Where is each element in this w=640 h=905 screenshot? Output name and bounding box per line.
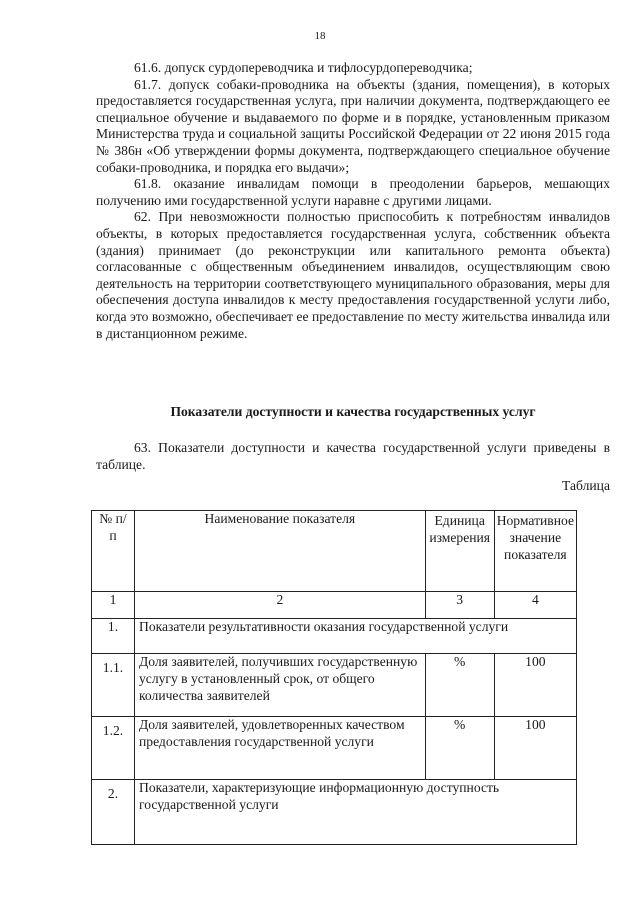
paragraph-63: 63. Показатели доступности и качества государственной услуги приведены в таблице. — [96, 440, 610, 472]
paragraph-61-8: 61.8. оказание инвалидам помощи в преодолении барьеров, мешающих получению ими государственной услуги наравне с другими лицами. — [96, 176, 610, 208]
row-num: 2. — [92, 780, 135, 845]
table-header-row — [92, 511, 577, 592]
paragraph-63-block — [96, 440, 610, 473]
row-name: Доля заявителей, удовлетворенных качеством предоставления государственной услуги — [135, 717, 426, 780]
row-name: Доля заявителей, получивших государственную услугу в установленный срок, от общего количества заявителей — [135, 654, 426, 717]
header-num: № п/п — [92, 511, 135, 592]
table-row — [92, 780, 577, 845]
table-row — [92, 717, 577, 780]
paragraph-61-6: 61.6. допуск сурдопереводчика и тифлосурдопереводчика; — [134, 60, 473, 75]
row-num: 1.1. — [92, 654, 135, 717]
row-name: Показатели результативности оказания государственной услуги — [135, 619, 577, 654]
row-num: 1. — [92, 619, 135, 654]
row-unit: % — [425, 717, 494, 780]
regulation-text — [96, 60, 610, 342]
paragraph-61-7: 61.7. допуск собаки-проводника на объекты (здания, помещения), в которых предоставляется государственная услуга, при наличии документа, подтверждающего ее специальное обучение и выдаваемого по форме и в порядке, установленным приказом Министерства труда и социальной защиты Российской Федерации от 22 июня 2015 года № 386н «Об утверждении формы документа, подтверждающего специальное обучение собаки-проводника, и порядка его выдачи»; — [96, 76, 610, 175]
row-value: 100 — [494, 717, 576, 780]
row-unit: % — [425, 654, 494, 717]
header-name: Наименование показателя — [135, 511, 426, 592]
column-number: 2 — [135, 592, 426, 619]
header-norm: Нормативное значение показателя — [494, 511, 576, 592]
header-unit: Единица измерения — [425, 511, 494, 592]
indicators-table — [91, 510, 577, 845]
table-row — [92, 619, 577, 654]
table-caption: Таблица — [562, 478, 610, 493]
column-number: 3 — [425, 592, 494, 619]
section-title: Показатели доступности и качества государственных услуг — [170, 404, 536, 419]
paragraph-62: 62. При невозможности полностью приспособить к потребностям инвалидов объекты, в которых предоставляется государственная услуга, собственник объекта (здания) принимает (до реконструкции или капитального ремонта объекта) согласованные с общественным объединением инвалидов, осуществляющим свою деятельность на территории соответствующего муниципального образования, меры для обеспечения доступа инвалидов к месту предоставления государственной услуги либо, когда это возможно, обеспечивает ее предоставление по месту жительства инвалида или в дистанционном режиме. — [96, 209, 610, 341]
column-numbers-row — [92, 592, 577, 619]
row-num: 1.2. — [92, 717, 135, 780]
table-row — [92, 654, 577, 717]
column-number: 4 — [494, 592, 576, 619]
column-number: 1 — [92, 592, 135, 619]
row-value: 100 — [494, 654, 576, 717]
page-number: 18 — [314, 30, 326, 42]
row-name: Показатели, характеризующие информационную доступность государственной услуги — [135, 780, 577, 845]
